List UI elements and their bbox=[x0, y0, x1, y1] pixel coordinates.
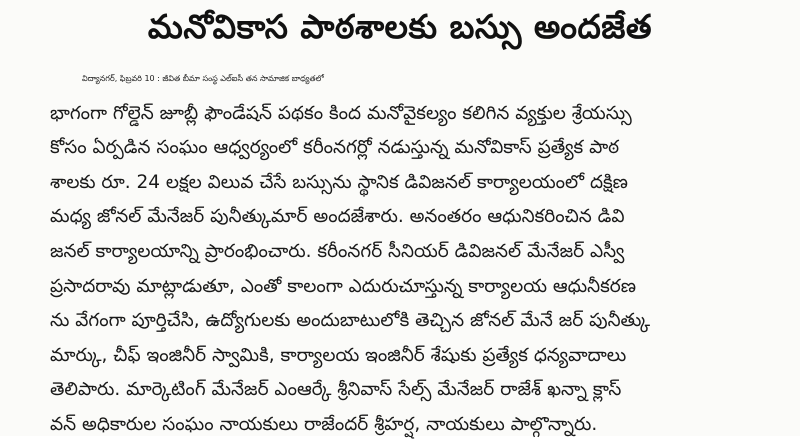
article-line: కోసం ఏర్పడిన సంఘం ఆధ్వర్యంలో కరీంనగర్లో నడుస్తున్న మనోవికాస్ ప్రత్యేక పాఠ bbox=[50, 137, 620, 159]
article-line: భాగంగా గోల్డెన్ జూబ్లీ ఫౌండేషన్ పథకం కింద మనోవైకల్యం కలిగిన వ్యక్తుల శ్రేయస్సు bbox=[50, 102, 632, 124]
article-line: వన్ అధికారుల సంఘం నాయకులు రాజేందర్ శ్రీహర్ష, నాయకులు పాల్గొన్నారు. bbox=[50, 413, 598, 435]
article-headline: మనోవికాస పాఠశాలకు బస్సు అందజేత bbox=[147, 6, 653, 46]
article-line: శాలకు రూ. 24 లక్షల విలువ చేసే బస్సును స్థానిక డివిజనల్ కార్యాలయంలో దక్షిణ bbox=[50, 171, 628, 193]
article-line: విద్యానగర్, ఫిబ్రవరి 10 : జీవిత బీమా సంస్థ ఎల్ఐసీ తన సామాజిక బాధ్యతలో bbox=[82, 74, 324, 83]
article-line: మధ్య జోనల్ మేనేజర్ పునీత్కుమార్ అందజేశారు. అనంతరం ఆధునికరించిన డివి bbox=[50, 206, 625, 228]
article-line: మార్కు, చీఫ్ ఇంజినీర్ స్వామికి, కార్యాలయ ఇంజినీర్ శేషుకు ప్రత్యేక ధన్యవాదాలు bbox=[50, 344, 627, 366]
headline-band bbox=[0, 0, 800, 60]
article-line: ప్రసాదరావు మాట్లాడుతూ, ఎంతో కాలంగా ఎదురుచూస్తున్న కార్యాలయ ఆధునీకరణ bbox=[50, 275, 636, 297]
article-line: తెలిపారు. మార్కెటింగ్ మేనేజర్ ఎంఆర్కే శ్రీనివాస్ సేల్స్ మేనేజర్ రాజేశ్ ఖన్నా క్లాస్ bbox=[50, 379, 622, 401]
article-line: జనల్ కార్యాలయాన్ని ప్రారంభించారు. కరీంనగర్ సీనియర్ డివిజనల్ మేనేజర్ ఎస్వీ bbox=[50, 240, 625, 262]
article-body bbox=[50, 62, 762, 443]
article-line: ను వేగంగా పూర్తిచేసి, ఉద్యోగులకు అందుబాటులోకి తెచ్చిన జోనల్ మేనే జర్ పునీత్కు bbox=[50, 310, 651, 332]
